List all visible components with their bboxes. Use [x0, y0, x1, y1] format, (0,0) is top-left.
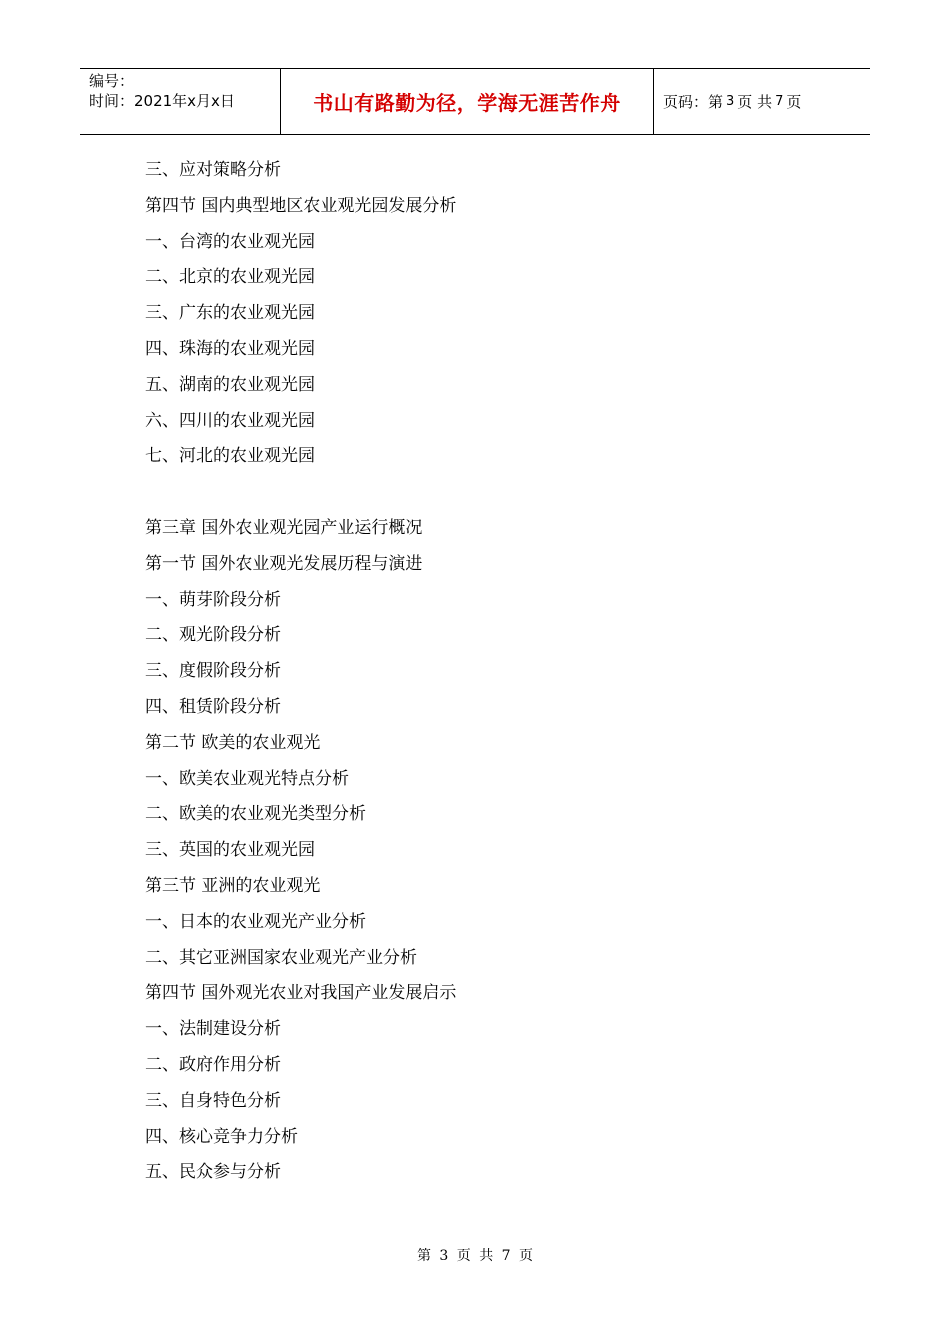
toc-item: 二、观光阶段分析 [145, 625, 281, 646]
toc-item: 三、度假阶段分析 [145, 661, 281, 682]
toc-item: 二、政府作用分析 [145, 1054, 281, 1075]
page-current: 3 [726, 94, 735, 109]
page-mid: 页 共 [737, 93, 773, 111]
toc-item: 一、欧美农业观光特点分析 [145, 768, 349, 789]
serial-number-label: 编号： [89, 72, 135, 90]
toc-item: 四、珠海的农业观光园 [145, 338, 315, 359]
toc-chapter: 第三章 国外农业观光园产业运行概况 [145, 517, 423, 538]
page-footer: 第 3 页 共 7 页 [416, 1248, 534, 1264]
toc-item: 二、北京的农业观光园 [145, 267, 315, 288]
toc-item: 一、日本的农业观光产业分析 [145, 911, 366, 932]
date-label: 时间：2021年x月x日 [89, 92, 235, 110]
toc-item: 五、湖南的农业观光园 [145, 374, 315, 395]
toc-item: 一、法制建设分析 [145, 1019, 281, 1040]
toc-item: 三、广东的农业观光园 [145, 303, 315, 324]
toc-item: 五、民众参与分析 [145, 1162, 281, 1183]
header-page-info [654, 69, 870, 134]
toc-section: 第二节 欧美的农业观光 [145, 732, 321, 753]
page-suffix: 页 [786, 93, 802, 111]
toc-item: 二、欧美的农业观光类型分析 [145, 804, 366, 825]
table-of-contents [145, 153, 845, 1191]
toc-item: 四、核心竞争力分析 [145, 1126, 298, 1147]
page-header [80, 68, 870, 135]
toc-section: 第一节 国外农业观光发展历程与演进 [145, 553, 423, 574]
toc-item: 一、台湾的农业观光园 [145, 231, 315, 252]
toc-item: 四、租赁阶段分析 [145, 696, 281, 717]
toc-item: 一、萌芽阶段分析 [145, 589, 281, 610]
toc-item: 三、英国的农业观光园 [145, 840, 315, 861]
toc-item: 七、河北的农业观光园 [145, 446, 315, 467]
page-total: 7 [775, 94, 784, 109]
toc-item: 三、自身特色分析 [145, 1090, 281, 1111]
header-meta [80, 69, 281, 134]
toc-item: 三、应对策略分析 [145, 160, 281, 180]
toc-section: 第四节 国内典型地区农业观光园发展分析 [145, 195, 457, 216]
toc-section: 第三节 亚洲的农业观光 [145, 875, 321, 896]
toc-item: 二、其它亚洲国家农业观光产业分析 [145, 947, 417, 968]
toc-spacer [145, 475, 845, 511]
header-motto: 书山有路勤为径，学海无涯苦作舟 [281, 69, 654, 134]
toc-item: 六、四川的农业观光园 [145, 410, 315, 431]
toc-section: 第四节 国外观光农业对我国产业发展启示 [145, 983, 457, 1004]
page-prefix: 页码：第 [663, 93, 724, 111]
